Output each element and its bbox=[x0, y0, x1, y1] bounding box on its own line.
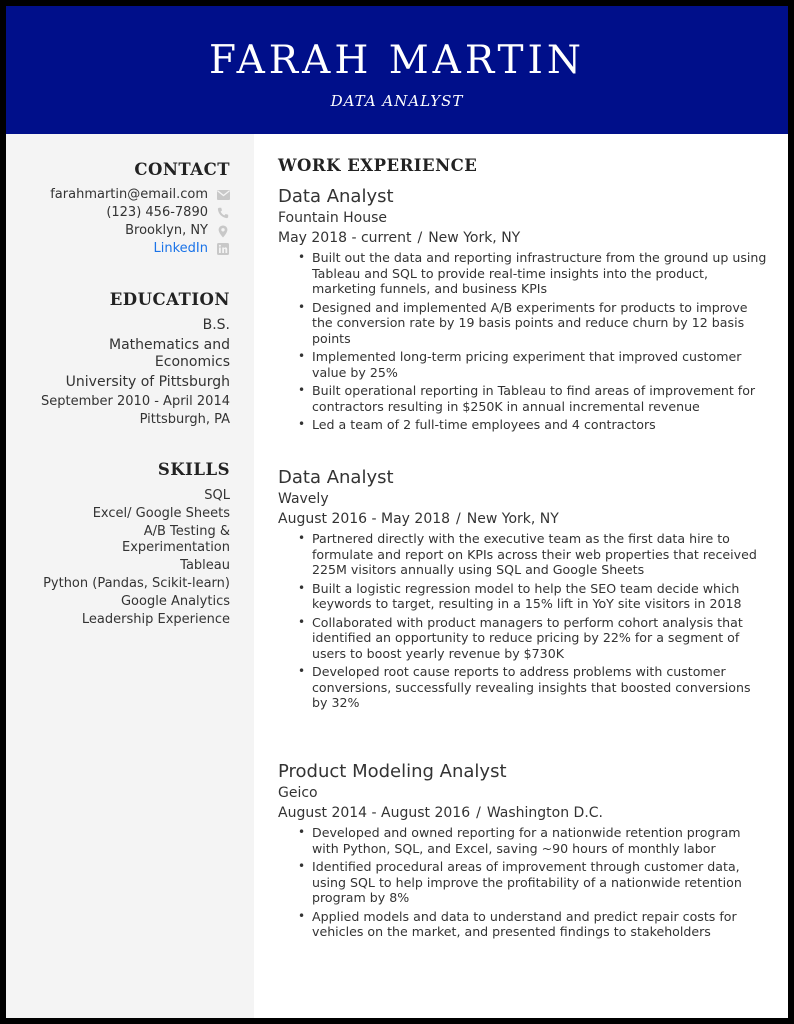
job-dates-location bbox=[278, 803, 768, 823]
job-title: Product Modeling Analyst bbox=[278, 761, 507, 782]
contact-linkedin-row bbox=[10, 240, 230, 258]
skill-item: SQL bbox=[204, 488, 230, 503]
contact-email-row bbox=[10, 186, 230, 204]
skill-item: Leadership Experience bbox=[81, 612, 230, 627]
skills-section bbox=[10, 460, 230, 630]
education-major-line1: Mathematics and bbox=[108, 337, 230, 353]
education-heading: EDUCATION bbox=[109, 290, 230, 309]
contact-location-row bbox=[10, 222, 230, 240]
job-bullets bbox=[278, 531, 768, 711]
job-title: Data Analyst bbox=[278, 467, 394, 488]
job-dates-location bbox=[278, 509, 768, 529]
separator: / bbox=[456, 511, 461, 527]
education-dates: September 2010 - April 2014 bbox=[41, 394, 230, 409]
job-company: Geico bbox=[278, 785, 318, 801]
job-bullet: • Identified procedural areas of improvement through customer data, using SQL to help improve the profitability of a nationwide retention program by 8% bbox=[312, 859, 768, 906]
resume-page bbox=[6, 6, 788, 1018]
contact-location: Brooklyn, NY bbox=[125, 223, 208, 238]
skill-item: Tableau bbox=[180, 558, 230, 573]
job-bullet: • Implemented long-term pricing experiment that improved customer value by 25% bbox=[312, 349, 768, 380]
separator: / bbox=[417, 230, 423, 246]
job-company: Fountain House bbox=[278, 210, 388, 226]
job-dates-location bbox=[278, 228, 768, 248]
education-school: University of Pittsburgh bbox=[65, 374, 230, 390]
job-bullets bbox=[278, 825, 768, 940]
job-dates: August 2016 - May 2018 bbox=[278, 511, 451, 527]
job-bullet: • Developed root cause reports to address problems with customer conversions, successfully revealing insights that boosted conversions by 32% bbox=[312, 664, 768, 711]
job-location: New York, NY bbox=[428, 230, 521, 246]
job-bullets bbox=[278, 250, 768, 433]
job-bullet: • Applied models and data to understand and predict repair costs for vehicles on the market, and presented findings to stakeholders bbox=[312, 909, 768, 940]
job-company: Wavely bbox=[278, 491, 329, 507]
resume-header bbox=[6, 6, 788, 134]
phone-icon bbox=[216, 206, 230, 220]
linkedin-link[interactable]: LinkedIn bbox=[153, 241, 208, 256]
job-bullet: • Designed and implemented A/B experiments for products to improve the conversion rate by 19 basis points and reduce churn by 12 basis points bbox=[312, 300, 768, 347]
job-location: New York, NY bbox=[466, 511, 559, 527]
job-bullet: • Partnered directly with the executive team as the first data hire to formulate and report on KPIs across their web properties that received 225M visitors annually using SQL and Google Sheets bbox=[312, 531, 768, 578]
map-pin-icon bbox=[216, 224, 230, 238]
skill-item: Experimentation bbox=[122, 540, 230, 555]
contact-phone-row bbox=[10, 204, 230, 222]
skill-item: A/B Testing & bbox=[143, 524, 230, 539]
envelope-icon bbox=[216, 188, 230, 202]
contact-section bbox=[10, 160, 230, 258]
skills-heading: SKILLS bbox=[157, 460, 230, 479]
sidebar bbox=[6, 134, 254, 1018]
job-bullet: • Led a team of 2 full-time employees and 4 contractors bbox=[312, 417, 768, 433]
contact-heading: CONTACT bbox=[134, 160, 230, 179]
job-bullet: • Built operational reporting in Tableau to find areas of improvement for contractors resulting in $250K in annual incremental revenue bbox=[312, 383, 768, 414]
contact-email[interactable]: farahmartin@email.com bbox=[50, 187, 208, 202]
work-experience-heading: WORK EXPERIENCE bbox=[278, 156, 478, 175]
linkedin-icon[interactable] bbox=[216, 242, 230, 256]
skill-item: Python (Pandas, Scikit-learn) bbox=[43, 576, 230, 591]
education-section bbox=[10, 290, 230, 429]
skill-item: Excel/ Google Sheets bbox=[92, 506, 230, 521]
job-entry bbox=[278, 467, 768, 714]
job-bullet: • Collaborated with product managers to perform cohort analysis that identified an opportunity to reduce pricing by 22% for a segment of users to boost yearly revenue by $730K bbox=[312, 615, 768, 662]
job-bullet: • Built out the data and reporting infrastructure from the ground up using Tableau and SQL to provide real-time insights into the product, marketing funnels, and business KPIs bbox=[312, 250, 768, 297]
job-bullet: • Developed and owned reporting for a nationwide retention program with Python, SQL, and Excel, saving ~90 hours of monthly labor bbox=[312, 825, 768, 856]
education-major-line2: Economics bbox=[154, 354, 230, 370]
job-title: Data Analyst bbox=[278, 186, 394, 207]
job-dates: May 2018 - current bbox=[278, 230, 412, 246]
job-entry bbox=[278, 186, 768, 436]
skill-item: Google Analytics bbox=[120, 594, 230, 609]
education-location: Pittsburgh, PA bbox=[139, 412, 230, 427]
job-entry bbox=[278, 761, 768, 943]
contact-phone: (123) 456-7890 bbox=[106, 205, 208, 220]
job-location: Washington D.C. bbox=[486, 805, 604, 821]
candidate-name: FARAH MARTIN bbox=[208, 38, 586, 83]
job-dates: August 2014 - August 2016 bbox=[278, 805, 471, 821]
job-bullet: • Built a logistic regression model to help the SEO team decide which keywords to target, resulting in a 15% lift in YoY site visitors in 2018 bbox=[312, 581, 768, 612]
education-degree: B.S. bbox=[202, 317, 230, 333]
separator: / bbox=[476, 805, 481, 821]
candidate-title: DATA ANALYST bbox=[330, 92, 464, 110]
